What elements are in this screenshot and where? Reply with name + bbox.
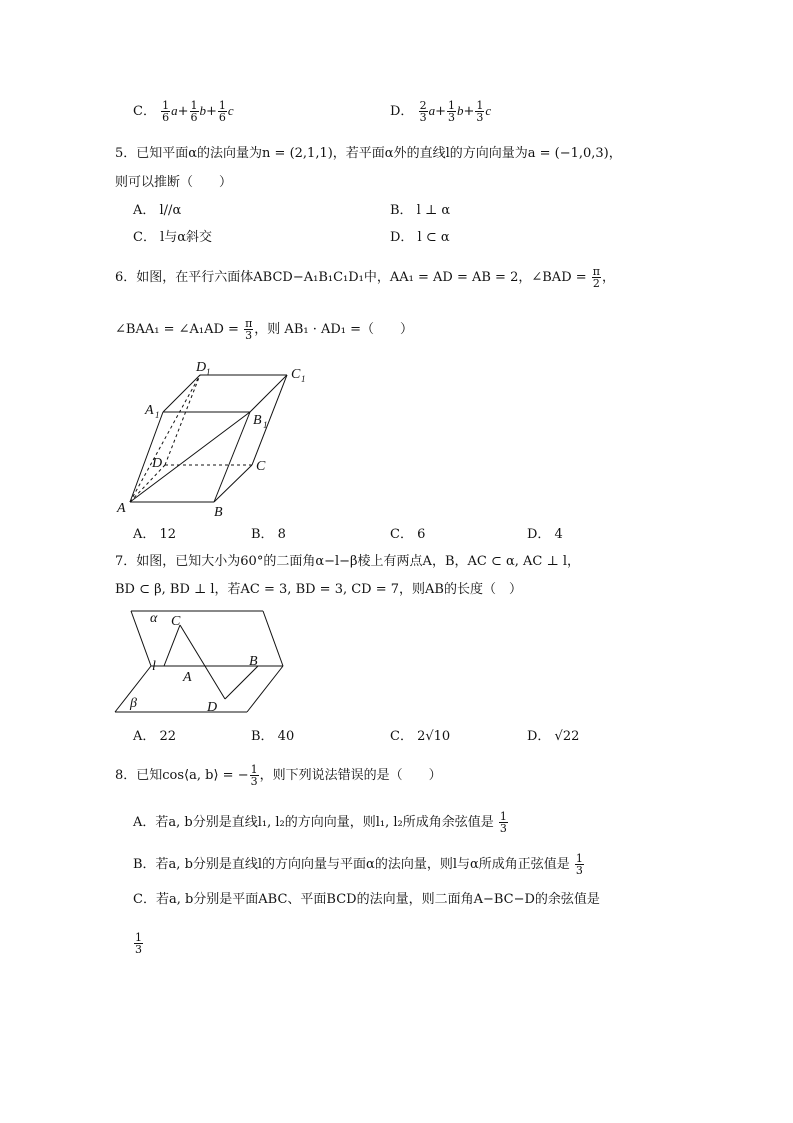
q7-option-a: A． 22 bbox=[133, 729, 177, 744]
q6-option-b: B． 8 bbox=[251, 527, 286, 542]
q7-option-b: B． 40 bbox=[251, 729, 295, 744]
q7-label-d: D bbox=[207, 700, 218, 715]
q5-option-d: D． l ⊂ α bbox=[390, 230, 450, 245]
q6-label-b1-sub: 1 bbox=[263, 420, 268, 430]
q7-label-c: C bbox=[171, 614, 181, 629]
q8-option-a: A．若a, b分别是直线l₁, l₂的方向向量，则l₁, l₂所成角余弦值是 $\frac{1}{3}$ bbox=[133, 810, 507, 835]
q6-label-b: B bbox=[214, 505, 223, 520]
q6-angle-fraction: $\frac{\pi}{3}$ bbox=[245, 317, 253, 342]
q6-label-a1-sub: 1 bbox=[155, 410, 160, 420]
q8-option-c-cont bbox=[133, 932, 144, 955]
q7-option-c: C． 2√10 bbox=[390, 729, 451, 744]
q8c-fraction: $\frac{1}{3}$ bbox=[135, 931, 142, 956]
q6-label-d1: D bbox=[196, 360, 207, 375]
q6-option-c: C． 6 bbox=[390, 527, 426, 542]
q7-label-beta: β bbox=[130, 696, 137, 711]
q6-label-c: C bbox=[256, 459, 266, 474]
q6-stem-line2: ∠BAA₁ = ∠A₁AD = $\frac{\pi}{3}$ ，则 AB₁ · AD₁ =（ ） bbox=[115, 317, 414, 342]
q8b-fraction: $\frac{1}{3}$ bbox=[575, 852, 583, 877]
q7-label-alpha: α bbox=[150, 611, 158, 626]
q6-label-d1-sub: 1 bbox=[206, 367, 211, 377]
q6-label-a1: A bbox=[145, 403, 154, 418]
q4-option-c: C． $\frac{1}{6}$ a+ $\frac{1}{6}$ b+ $\frac{1}{6}$ c bbox=[133, 99, 234, 124]
q4-option-c-label: C． bbox=[133, 104, 156, 119]
q7-label-b: B bbox=[249, 654, 258, 669]
q6-label-a: A bbox=[117, 501, 126, 516]
q7-stem-line2: BD ⊂ β, BD ⊥ l，若AC = 3, BD = 3, CD = 7，则AB的长度（ ） bbox=[115, 582, 522, 597]
q4d-frac-c: $\frac{1}{3}$ bbox=[476, 99, 484, 124]
q8a-fraction: $\frac{1}{3}$ bbox=[499, 810, 507, 835]
q4c-frac-a: $\frac{1}{6}$ bbox=[162, 99, 170, 124]
q8-option-b: B．若a, b分别是直线l的方向向量与平面α的法向量，则l与α所成角正弦值是 $\frac{1}{3}$ bbox=[133, 852, 583, 877]
q7-label-l: l bbox=[152, 659, 156, 674]
q5-option-c: C． l与α斜交 bbox=[133, 230, 213, 245]
q5-stem-line1: 5．已知平面α的法向量为n = (2,1,1)，若平面α外的直线l的方向向量为a = (−1,0,3)， bbox=[115, 146, 622, 161]
q8-stem: 8．已知cos⟨a, b⟩ = − $\frac{1}{3}$ ，则下列说法错误的是（ ） bbox=[115, 763, 442, 788]
q4c-frac-c: $\frac{1}{6}$ bbox=[218, 99, 226, 124]
q7-option-d: D． √22 bbox=[527, 729, 580, 744]
q8-stem-fraction: $\frac{1}{3}$ bbox=[250, 763, 258, 788]
q6-bad-fraction: $\frac{\pi}{2}$ bbox=[592, 265, 601, 290]
q6-option-d: D． 4 bbox=[527, 527, 563, 542]
q4c-frac-b: $\frac{1}{6}$ bbox=[190, 99, 198, 124]
q6-stem-line1: 6．如图，在平行六面体ABCD−A₁B₁C₁D₁中，AA₁ = AD = AB = 2，∠BAD = $\frac{\pi}{2}$ ， bbox=[115, 265, 616, 290]
q7-label-a: A bbox=[183, 670, 192, 685]
q5-stem-line2: 则可以推断（ ） bbox=[115, 175, 233, 190]
q5-option-a: A． l//α bbox=[133, 203, 182, 218]
q4-option-d-label: D． bbox=[390, 104, 414, 119]
q4d-frac-a: $\frac{2}{3}$ bbox=[419, 99, 427, 124]
q6-label-b1: B bbox=[253, 413, 262, 428]
q7-stem-line1: 7．如图，已知大小为60°的二面角α−l−β棱上有两点A，B，AC ⊂ α, AC ⊥ l， bbox=[115, 554, 581, 569]
q6-label-c1-sub: 1 bbox=[301, 374, 306, 384]
q4-option-d: D． $\frac{2}{3}$ a+ $\frac{1}{3}$ b+ $\frac{1}{3}$ c bbox=[390, 99, 492, 124]
q4d-frac-b: $\frac{1}{3}$ bbox=[447, 99, 455, 124]
q6-label-d: D bbox=[152, 456, 163, 471]
q8-option-c: C．若a, b分别是平面ABC、平面BCD的法向量，则二面角A−BC−D的余弦值是 bbox=[133, 892, 600, 907]
q6-option-a: A． 12 bbox=[133, 527, 177, 542]
q5-option-b: B． l ⊥ α bbox=[390, 203, 451, 218]
q6-label-c1: C bbox=[291, 367, 301, 382]
